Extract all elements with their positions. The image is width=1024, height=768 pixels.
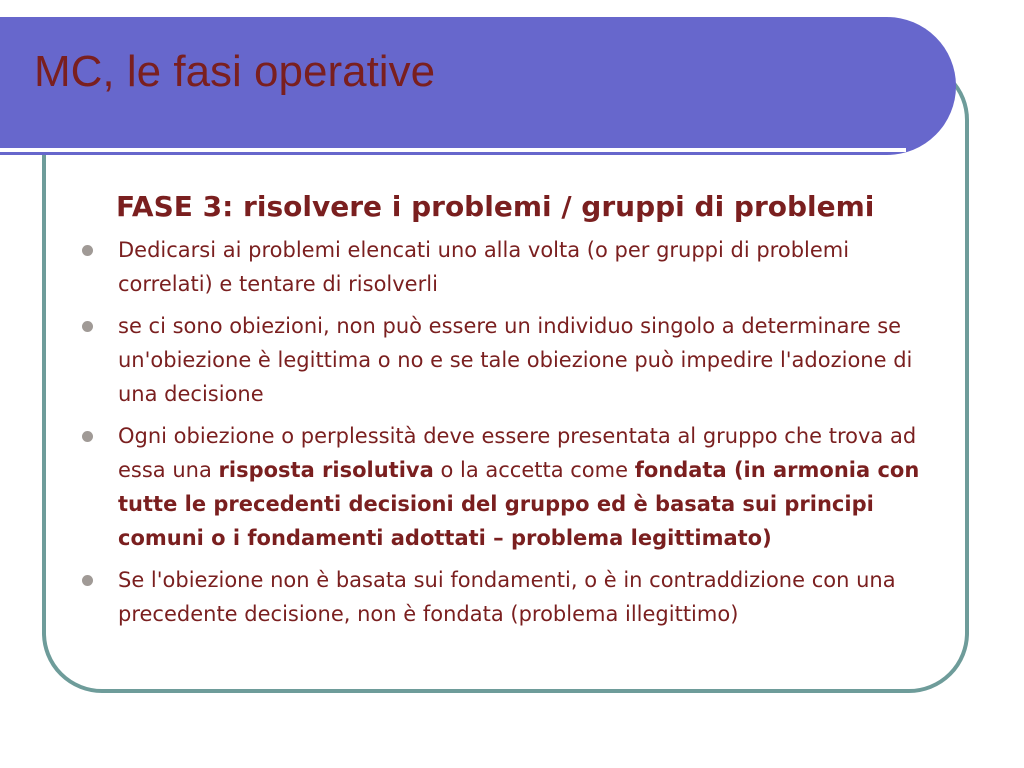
bullet-icon — [82, 245, 93, 256]
slide-title: MC, le fasi operative — [34, 47, 436, 96]
bullet-text — [118, 424, 919, 550]
bullet-icon — [82, 321, 93, 332]
bullet-emphasis-founded: fondata (in armonia con tutte le precedenti decisioni del gruppo ed è basata sui principi comuni o i fondamenti adottati – problema legittimato) — [118, 458, 920, 551]
bullet-item — [82, 309, 944, 411]
bullet-text: Se l'obiezione non è basata sui fondamenti, o è in contraddizione con una precedente decisione, non è fondata (problema illegittimo) — [118, 568, 896, 627]
bullet-text: Dedicarsi ai problemi elencati uno alla volta (o per gruppi di problemi correlati) e tentare di risolverli — [118, 238, 850, 297]
bullet-item — [82, 419, 944, 555]
phase-heading: FASE 3: risolvere i problemi / gruppi di problemi — [116, 190, 875, 223]
bullet-item — [82, 563, 944, 631]
bullet-text-segment: o la accetta come — [433, 458, 635, 483]
bullet-text-segment: Ogni obiezione o perplessità deve essere presentata al gruppo che trova ad essa una — [118, 424, 917, 483]
bullet-emphasis-response: risposta risolutiva — [218, 458, 434, 483]
bullet-list — [82, 233, 944, 631]
bullet-item — [82, 233, 944, 301]
title-underline — [0, 148, 906, 152]
bullet-icon — [82, 431, 93, 442]
bullet-text: se ci sono obiezioni, non può essere un individuo singolo a determinare se un'obiezione è legittima o no e se tale obiezione può impedire l'adozione di una decisione — [118, 314, 913, 407]
bullet-icon — [82, 575, 93, 586]
slide-body — [82, 189, 944, 639]
